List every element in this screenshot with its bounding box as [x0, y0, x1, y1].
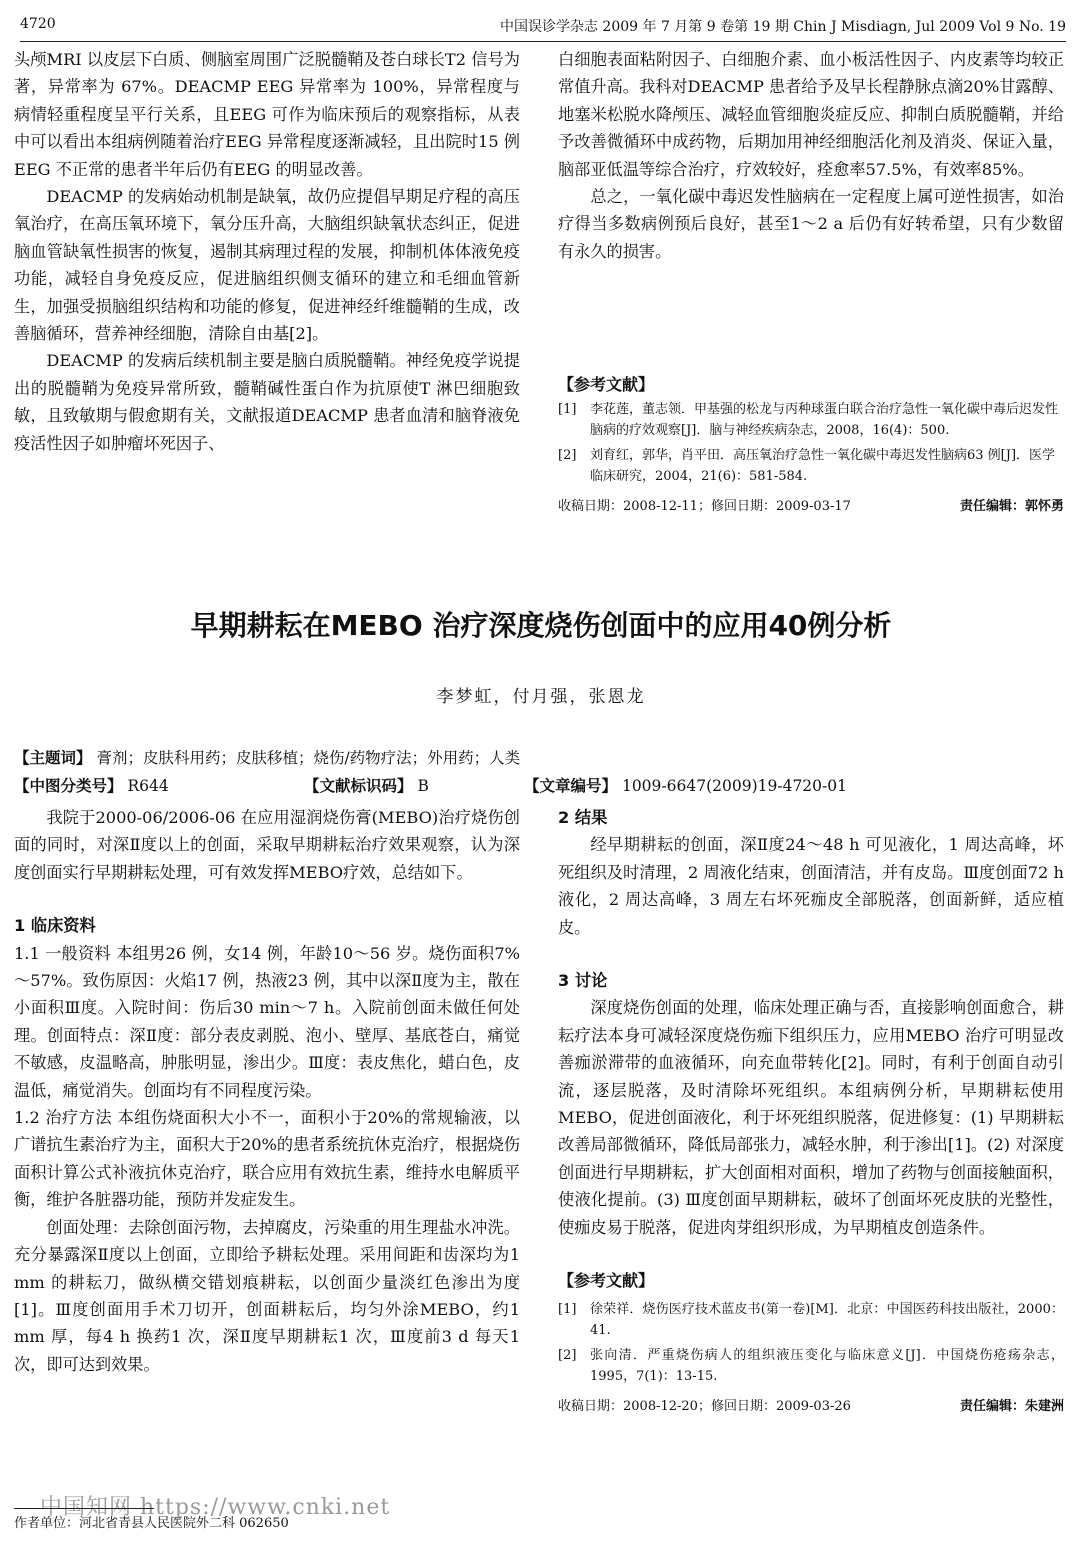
paragraph: DEACMP 的发病始动机制是缺氧，故仍应提倡早期足疗程的高压氧治疗，在高压氧环境下，氧分压升高，大脑组织缺氧状态纠正，促进脑血管缺氧性损害的恢复，遏制其病理过程的发展，抑制机体体液免疫功能，减轻自身免疫反应，促进脑组织侧支循环的建立和毛细血管新生，加强受损脑组织结构和功能的修复，促进神经纤维髓鞘的生成，改善脑循环，营养神经细胞，清除自由基[2]。	[14, 187, 520, 344]
paragraph: 头颅MRI 以皮层下白质、侧脑室周围广泛脱髓鞘及苍白球长T2 信号为著，异常率为 67%。DEACMP EEG 异常率为 100%，异常程度与病情轻重程度呈平行关系，且EEG 可作为临床预后的观察指标，从表中可以看出本组病例随着治疗EEG 异常程度逐渐减轻，且出院时15 例EEG 不正常的患者半年后仍有EEG 的明显改善。	[14, 50, 520, 179]
article-number-value: 1009-6647(2009)19-4720-01	[621, 777, 847, 795]
clc-label: 【中图分类号】	[14, 777, 123, 795]
article-left-column	[14, 804, 520, 1378]
running-header	[20, 14, 1066, 42]
clc-value: R644	[127, 777, 169, 795]
doc-code-value: B	[417, 777, 429, 795]
doc-code-label: 【文献标识码】	[304, 777, 413, 795]
reference-item: [1] 李花莲，董志领．甲基强的松龙与丙种球蛋白联合治疗急性一氧化碳中毒后迟发性脑病的疗效观察[J]．脑与神经疾病杂志，2008，16(4)：500.	[558, 402, 1059, 438]
article-right-column	[558, 804, 1064, 1420]
reference-item: [1] 徐荣祥．烧伤医疗技术蓝皮书(第一卷)[M]．北京：中国医药科技出版社，2000：41.	[558, 1301, 1064, 1338]
keywords: 膏剂；皮肤科用药；皮肤移植；烧伤/药物疗法；外用药；人类	[96, 749, 521, 767]
paragraph: 总之，一氧化碳中毒迟发性脑病在一定程度上属可逆性损害，如治疗得当多数病例预后良好，甚至1～2 a 后仍有好转希望，只有少数留有永久的损害。	[558, 187, 1064, 261]
prev-article-right-column	[558, 46, 1064, 265]
journal-info: 中国误诊学杂志 2009 年 7 月第 9 卷第 19 期 Chin J Misdiagn, Jul 2009 Vol 9 No. 19	[499, 19, 1066, 35]
prev-references	[558, 372, 1064, 514]
reference-item: [2] 刘育红，郭华，肖平田．高压氧治疗急性一氧化碳中毒迟发性脑病63 例[J]．医学临床研究，2004，21(6)：581-584.	[558, 448, 1056, 484]
section-heading: 1 临床资料	[14, 916, 96, 936]
paragraph: 白细胞表面粘附因子、白细胞介素、血小板活性因子、内皮素等均较正常值升高。我科对DEACMP 患者给予及早长程静脉点滴20%甘露醇、地塞米松脱水降颅压、减轻血管细胞炎症反应、抑制白质脱髓鞘，并给予改善微循环中成药物，后期加用神经细胞活化剂及消炎、保证入量，脑部亚低温等综合治疗，疗效较好，痊愈率57.5%，有效率85%。	[558, 50, 1064, 179]
keywords-block	[14, 744, 1074, 800]
paragraph: 深度烧伤创面的处理，临床处理正确与否，直接影响创面愈合，耕耘疗法本身可减轻深度烧伤痂下组织压力，应用MEBO 治疗可明显改善痂淤滞带的血液循环，向充血带转化[2]。同时，有利于创面自动引流，逐层脱落，及时清除坏死组织。本组病例分析，早期耕耘使用MEBO，促进创面液化，利于坏死组织脱落，促进修复：(1) 早期耕耘改善局部微循环，降低局部张力，减轻水肿，利于渗出[1]。(2) 对深度创面进行早期耕耘，扩大创面相对面积，增加了药物与创面接触面积，使液化提前。(3) Ⅲ度创面早期耕耘，破坏了创面坏死皮肤的光整性，使痂皮易于脱落，促进肉芽组织形成，为早期植皮创造条件。	[558, 998, 1064, 1237]
article-references	[558, 1267, 1064, 1420]
author-unit: 作者单位：河北省青县人民医院外二科 062650	[14, 1516, 289, 1531]
references-title: 【参考文献】	[558, 375, 655, 394]
reference-item: [2] 张向清．严重烧伤病人的组织液压变化与临床意义[J]．中国烧伤疮疡杂志，1995，7(1)：13-15.	[558, 1347, 1064, 1384]
dates-line	[558, 1393, 1064, 1420]
paragraph: DEACMP 的发病后续机制主要是脑白质脱髓鞘。神经免疫学说提出的脱髓鞘为免疫异常所致，髓鞘碱性蛋白作为抗原使T 淋巴细胞致敏，且致敏期与假愈期有关，文献报道DEACMP 患者血清和脑脊液免疫活性因子如肿瘤坏死因子、	[14, 351, 520, 453]
intro-paragraph: 我院于2000-06/2006-06 在应用湿润烧伤膏(MEBO)治疗烧伤创面的同时，对深Ⅱ度以上的创面，采取早期耕耘治疗效果观察，认为深度创面实行早期耕耘处理，可有效发挥MEBO疗效，总结如下。	[14, 808, 520, 882]
keywords-label: 【主题词】	[14, 749, 92, 767]
section-heading: 2 结果	[558, 808, 608, 827]
paragraph: 1.2 治疗方法 本组伤烧面积大小不一，面积小于20%的常规输液，以广谱抗生素治疗为主，面积大于20%的患者系统抗休克治疗，根据烧伤面积计算公式补液抗休克治疗，联合应用有效抗生素，维持水电解质平衡，维护各脏器功能，预防并发症发生。	[14, 1108, 520, 1210]
page-number: 4720	[20, 16, 56, 32]
dates-line	[558, 495, 1064, 514]
paragraph: 经早期耕耘的创面，深Ⅱ度24～48 h 可见液化，1 周达高峰，坏死组织及时清理，2 周液化结束，创面清洁，并有皮岛。Ⅲ度创面72 h 液化，2 周达高峰，3 周左右坏死痂皮全部脱落，创面新鲜，适应植皮。	[558, 835, 1064, 937]
received-dates: 收稿日期：2008-12-20；修回日期：2009-03-26	[558, 1398, 851, 1414]
prev-article-left-column	[14, 46, 520, 457]
paragraph: 1.1 一般资料 本组男26 例，女14 例，年龄10～56 岁。烧伤面积7%～57%。致伤原因：火焰17 例，热液23 例，其中以深Ⅱ度为主，散在小面积Ⅲ度。入院时间：伤后30 min～7 h。入院前创面未做任何处理。创面特点：深Ⅱ度：部分表皮剥脱、泡小、壁厚、基底苍白，痛觉不敏感，皮温略高，肿胀明显，渗出少。Ⅲ度：表皮焦化，蜡白色，皮温低，痛觉消失。创面均有不同程度污染。	[14, 943, 520, 1100]
footnote-divider	[14, 1508, 154, 1509]
responsible-editor: 责任编辑：朱建洲	[959, 1398, 1064, 1414]
section-heading: 3 讨论	[558, 971, 608, 991]
responsible-editor: 责任编辑：郭怀勇	[959, 499, 1064, 514]
article-title: 早期耕耘在MEBO 治疗深度烧伤创面中的应用40例分析	[190, 609, 892, 642]
references-title: 【参考文献】	[558, 1271, 655, 1291]
article-number-label: 【文章编号】	[524, 777, 618, 795]
paragraph: 创面处理：去除创面污物，去掉腐皮，污染重的用生理盐水冲洗。充分暴露深Ⅱ度以上创面，立即给予耕耘处理。采用间距和齿深均为1 mm 的耕耘刀，做纵横交错划痕耕耘，以创面少量淡红色渗出为度[1]。Ⅲ度创面用手术刀切开，创面耕耘后，均匀外涂MEBO，约1 mm 厚，每4 h 换药1 次，深Ⅱ度早期耕耘1 次，Ⅲ度前3 d 每天1 次，即可达到效果。	[14, 1217, 520, 1374]
received-dates: 收稿日期：2008-12-11；修回日期：2009-03-17	[558, 499, 851, 514]
article-authors: 李梦虹，付月强，张恩龙	[436, 687, 646, 707]
cnki-watermark: 中国知网 https://www.cnki.net	[40, 1495, 391, 1520]
